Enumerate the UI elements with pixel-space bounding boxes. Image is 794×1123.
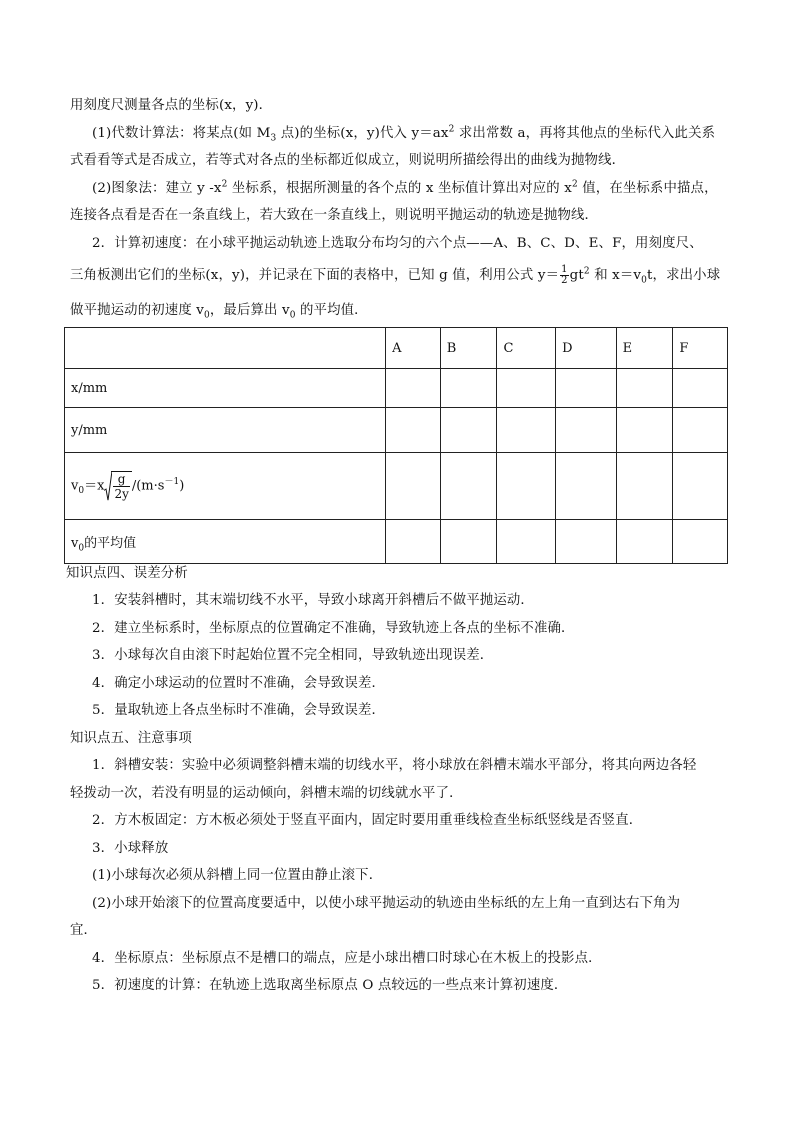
method1-sub: 3 xyxy=(270,133,277,144)
v0-unit-sup: －1 xyxy=(164,477,180,488)
empty-cell xyxy=(673,369,728,408)
header-col-c: C xyxy=(497,328,556,369)
velocity-sub: 0 xyxy=(641,275,647,286)
empty-cell xyxy=(497,453,556,520)
section5-item3-2-line2: 宜． xyxy=(70,923,98,938)
velocity-line3-sub2: 0 xyxy=(289,310,296,321)
radicand-numerator: g xyxy=(113,472,129,487)
v0-sub: 0 xyxy=(78,486,85,497)
fraction-numerator: 1 xyxy=(561,264,568,275)
header-col-f: F xyxy=(673,328,728,369)
empty-cell xyxy=(556,453,617,520)
header-col-e: E xyxy=(616,328,673,369)
velocity-text-b: gt xyxy=(569,268,584,283)
section5-item3: 3．小球释放 xyxy=(92,841,169,856)
radicand xyxy=(111,471,131,501)
half-fraction xyxy=(560,265,569,286)
method1-text-a: (1)代数计算法：将某点(如 M xyxy=(92,126,271,141)
table-row xyxy=(65,520,728,564)
table-header-row xyxy=(65,328,728,369)
g-over-2y-fraction xyxy=(113,472,129,501)
empty-cell xyxy=(673,408,728,453)
row-label-v0-average xyxy=(65,520,386,564)
section5-item4: 4．坐标原点：坐标原点不是槽口的端点，应是小球出槽口时球心在木板上的投影点． xyxy=(92,951,602,966)
method2-sup2: 2 xyxy=(571,179,578,190)
method2-text-c: 值，在坐标系中描点， xyxy=(577,181,718,196)
empty-cell xyxy=(440,520,497,564)
row-label-v0-formula xyxy=(65,453,386,520)
method1-line2: 式看看等式是否成立，若等式对各点的坐标都近似成立，则说明所描绘得出的曲线为抛物线． xyxy=(70,153,626,168)
measurement-table xyxy=(64,327,728,564)
empty-cell xyxy=(386,520,441,564)
method1-line1 xyxy=(92,125,715,143)
empty-cell xyxy=(386,408,441,453)
section4-title: 知识点四、误差分析 xyxy=(66,566,188,581)
velocity-sup: 2 xyxy=(583,266,590,277)
header-col-a: A xyxy=(386,328,441,369)
velocity-line1: 2．计算初速度：在小球平抛运动轨迹上选取分布均匀的六个点——A、B、C、D、E、F，用刻度尺、 xyxy=(92,236,703,251)
empty-cell xyxy=(497,369,556,408)
method2-line1 xyxy=(92,180,718,198)
section5-item1-line2: 轻拨动一次，若没有明显的运动倾向，斜槽末端的切线就水平了． xyxy=(70,786,463,801)
empty-cell xyxy=(616,520,673,564)
velocity-line3 xyxy=(70,302,368,320)
section5-item3-2-line1: (2)小球开始滚下的位置高度要适中，以使小球平抛运动的轨迹由坐标纸的左上角一直到达右下角为 xyxy=(92,896,681,911)
avg-text: 的平均值 xyxy=(84,536,137,551)
v0-symbol: v xyxy=(71,478,79,494)
empty-cell xyxy=(616,408,673,453)
empty-cell xyxy=(673,453,728,520)
header-col-b: B xyxy=(440,328,497,369)
sqrt-symbol xyxy=(104,471,131,501)
section5-title: 知识点五、注意事项 xyxy=(70,731,192,746)
empty-cell xyxy=(440,408,497,453)
row-label-y: y/mm xyxy=(65,408,386,453)
empty-cell xyxy=(616,369,673,408)
section5-item3-1: (1)小球每次必须从斜槽上同一位置由静止滚下． xyxy=(92,868,383,883)
empty-cell xyxy=(440,453,497,520)
header-col-d: D xyxy=(556,328,617,369)
avg-v-sub: 0 xyxy=(78,543,85,554)
empty-cell xyxy=(616,453,673,520)
section5-item1-line1: 1．斜槽安装：实验中必须调整斜槽末端的切线水平，将小球放在斜槽末端水平部分，将其向两边各轻 xyxy=(92,758,697,773)
v0-unit-b: ) xyxy=(179,478,185,494)
empty-cell xyxy=(673,520,728,564)
velocity-line2 xyxy=(70,265,720,286)
method1-text-b: 点)的坐标(x，y)代入 y＝ax xyxy=(276,126,449,141)
intro-line: 用刻度尺测量各点的坐标(x，y)． xyxy=(70,98,273,113)
section5-item2: 2．方木板固定：方木板必须处于竖直平面内，固定时要用重垂线检查坐标纸竖线是否竖直． xyxy=(92,813,643,828)
velocity-line3-a: 做平抛运动的初速度 v xyxy=(70,303,204,318)
section4-item-1: 1．安装斜槽时，其末端切线不水平，导致小球离开斜槽后不做平抛运动． xyxy=(92,593,534,608)
empty-cell xyxy=(497,520,556,564)
velocity-text-c: 和 x＝v xyxy=(589,268,642,283)
section4-item-2: 2．建立坐标系时，坐标原点的位置确定不准确，导致轨迹上各点的坐标不准确． xyxy=(92,621,575,636)
radicand-denominator: 2y xyxy=(114,487,129,501)
header-blank-cell xyxy=(65,328,386,369)
velocity-line3-c: 的平均值． xyxy=(295,303,368,318)
section4-item-5: 5．量取轨迹上各点坐标时不准确，会导致误差． xyxy=(92,703,386,718)
method1-sup: 2 xyxy=(448,124,455,135)
table-row xyxy=(65,369,728,408)
section4-item-3: 3．小球每次自由滚下时起始位置不完全相同，导致轨迹出现误差． xyxy=(92,648,494,663)
empty-cell xyxy=(440,369,497,408)
avg-v-symbol: v xyxy=(71,536,79,551)
velocity-text-d: t，求出小球 xyxy=(647,268,721,283)
empty-cell xyxy=(497,408,556,453)
v0-eq: ＝x xyxy=(84,478,105,494)
empty-cell xyxy=(386,369,441,408)
section4-item-4: 4．确定小球运动的位置时不准确，会导致误差． xyxy=(92,676,386,691)
empty-cell xyxy=(556,520,617,564)
row-label-x: x/mm xyxy=(65,369,386,408)
table-row xyxy=(65,453,728,520)
velocity-line3-sub1: 0 xyxy=(204,310,210,321)
velocity-text-a: 三角板测出它们的坐标(x，y)，并记录在下面的表格中，已知 g 值，利用公式 y＝ xyxy=(70,268,560,283)
method2-text-a: (2)图象法：建立 y -x xyxy=(92,181,222,196)
method2-sup1: 2 xyxy=(221,179,228,190)
empty-cell xyxy=(556,369,617,408)
empty-cell xyxy=(386,453,441,520)
table-row xyxy=(65,408,728,453)
empty-cell xyxy=(556,408,617,453)
fraction-denominator: 2 xyxy=(561,275,568,286)
radical-sign xyxy=(104,471,112,501)
velocity-line3-b: ，最后算出 v xyxy=(209,303,290,318)
method2-line2: 连接各点看是否在一条直线上，若大致在一条直线上，则说明平抛运动的轨迹是抛物线． xyxy=(70,208,599,223)
method2-text-b: 坐标系，根据所测量的各个点的 x 坐标值计算出对应的 x xyxy=(227,181,572,196)
v0-unit-a: /(m·s xyxy=(131,478,165,494)
section5-item5: 5．初速度的计算：在轨迹上选取离坐标原点 O 点较远的一些点来计算初速度． xyxy=(92,978,568,993)
method1-text-c: 求出常数 a，再将其他点的坐标代入此关系 xyxy=(454,126,716,141)
